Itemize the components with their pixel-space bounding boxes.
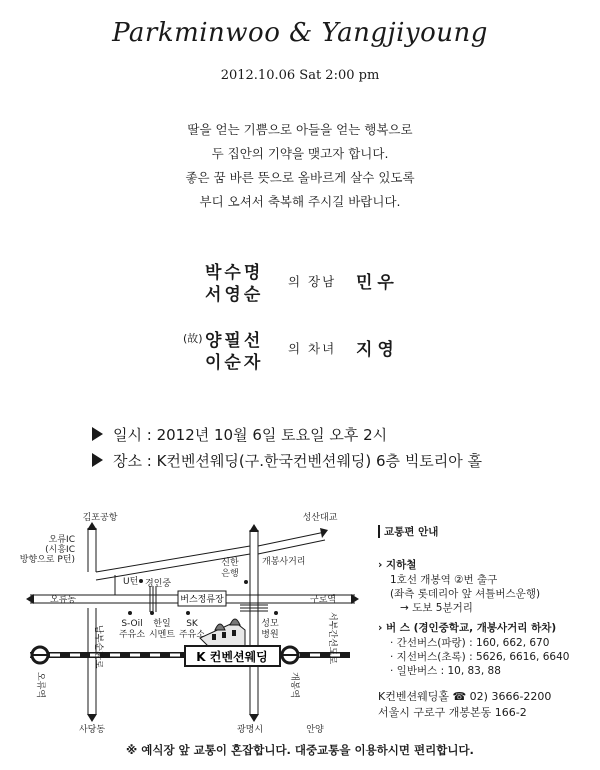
bus-line: · 간선버스(파랑) : 160, 662, 670: [390, 637, 550, 649]
bus-line: · 일반버스 : 10, 83, 88: [390, 665, 501, 677]
label-oryu-ic: (시흥IC: [45, 545, 75, 555]
label-sadang: 사당동: [78, 725, 106, 735]
venue-phone: K컨벤션웨딩홀 ☎ 02) 3666-2200: [378, 690, 552, 703]
wedding-datetime: 2012.10.06 Sat 2:00 pm: [220, 68, 380, 83]
wedding-date-line: [92, 424, 387, 445]
label-anyang: 안양: [306, 725, 324, 735]
label-oryu-ic: 방향으로 P턴): [19, 555, 75, 565]
wedding-place: 장소 : K컨벤션웨딩(구.한국컨벤션웨딩) 6층 빅토리아 홀: [113, 452, 483, 470]
subway-line: (좌측 롯데리아 앞 셔틀버스운행): [390, 588, 541, 600]
label-seongmo-hospital: 병원: [261, 630, 279, 640]
venue-label: K 컨벤션웨딩: [196, 650, 268, 664]
label-hanil-cement: 한일: [153, 619, 171, 629]
bride-name: 지영: [356, 340, 399, 360]
message-line: 딸을 얻는 기쁨으로 아들을 얻는 행복으로: [187, 122, 413, 137]
label-hanil-cement: 시멘트: [148, 630, 176, 640]
bride-relation: 의 차녀: [288, 341, 337, 356]
subway-station-icon: [282, 647, 298, 663]
wedding-place-line: [92, 450, 482, 471]
label-shinhan-bank: 은행: [221, 569, 239, 579]
footer-note: ※ 예식장 앞 교통이 혼잡합니다. 대중교통을 이용하시면 편리합니다.: [126, 743, 474, 757]
triangle-bullet-icon: [92, 453, 103, 467]
transport-title-bar: [378, 525, 380, 538]
bride-father: 양필선: [205, 331, 264, 351]
message-line: 두 집안의 기약을 맺고자 합니다.: [211, 146, 389, 161]
label-s-oil: 주유소: [118, 630, 146, 640]
label-oryu-dong: 오류동: [50, 595, 77, 605]
bus-stop-label: 버스정류장: [180, 595, 224, 605]
label-gimpo: 김포공항: [82, 513, 118, 523]
groom-name: 민우: [356, 273, 399, 293]
subway-title: › 지하철: [378, 559, 417, 571]
label-gaebong-intersection: 개봉사거리: [262, 557, 306, 567]
label-seongmo-hospital: 성모: [261, 619, 279, 629]
message-line: 좋은 꿈 바른 뜻으로 올바르게 살수 있도록: [185, 170, 415, 185]
message-line: 부디 오셔서 축복해 주시길 바랍니다.: [199, 194, 401, 209]
label-gyeongin-middle: 경인중: [145, 579, 172, 589]
label-guro-station: 구로역: [310, 595, 337, 605]
label-uturn: U턴: [123, 577, 139, 587]
subway-station-icon: [32, 647, 48, 663]
label-gaebong-station: 개봉역: [289, 672, 299, 699]
label-shinhan-bank: 신한: [221, 558, 239, 568]
label-oryu-station: 오류역: [35, 672, 45, 699]
transport-title: 교통편 안내: [384, 526, 439, 538]
label-sk-gas: 주유소: [178, 630, 206, 640]
location-map[interactable]: [0, 500, 380, 740]
venue-address: 서울시 구로구 개봉본동 166-2: [378, 706, 527, 719]
couple-names: Parkminwoo & Yangjiyoung: [112, 18, 488, 48]
groom-mother: 서영순: [205, 285, 264, 305]
groom-father: 박수명: [205, 263, 264, 283]
bus-title: › 버 스 (경인중학교, 개봉사거리 하차): [378, 622, 557, 634]
bus-line: · 지선버스(초록) : 5626, 6616, 6640: [390, 651, 570, 663]
bride-mother: 이순자: [205, 353, 264, 373]
label-seobu-arterial: 서부간선도로: [327, 612, 337, 665]
triangle-bullet-icon: [92, 427, 103, 441]
subway-line: → 도보 5분거리: [400, 602, 473, 614]
label-seongsan: 성산대교: [302, 513, 338, 523]
deceased-mark: (故): [183, 332, 203, 345]
label-gwangmyeong: 광명시: [236, 725, 264, 735]
label-oryu-ic: 오류IC: [48, 535, 75, 545]
wedding-date: 일시 : 2012년 10월 6일 토요일 오후 2시: [113, 426, 388, 444]
label-nambu-ring: 남부순환로: [93, 625, 103, 669]
venue-building-icon: [200, 619, 245, 648]
groom-relation: 의 장남: [288, 274, 337, 289]
label-s-oil: S-Oil: [121, 619, 143, 629]
subway-line: 1호선 개봉역 ②번 출구: [390, 574, 498, 586]
label-sk-gas: SK: [186, 619, 198, 629]
invitation-message: [0, 118, 600, 214]
